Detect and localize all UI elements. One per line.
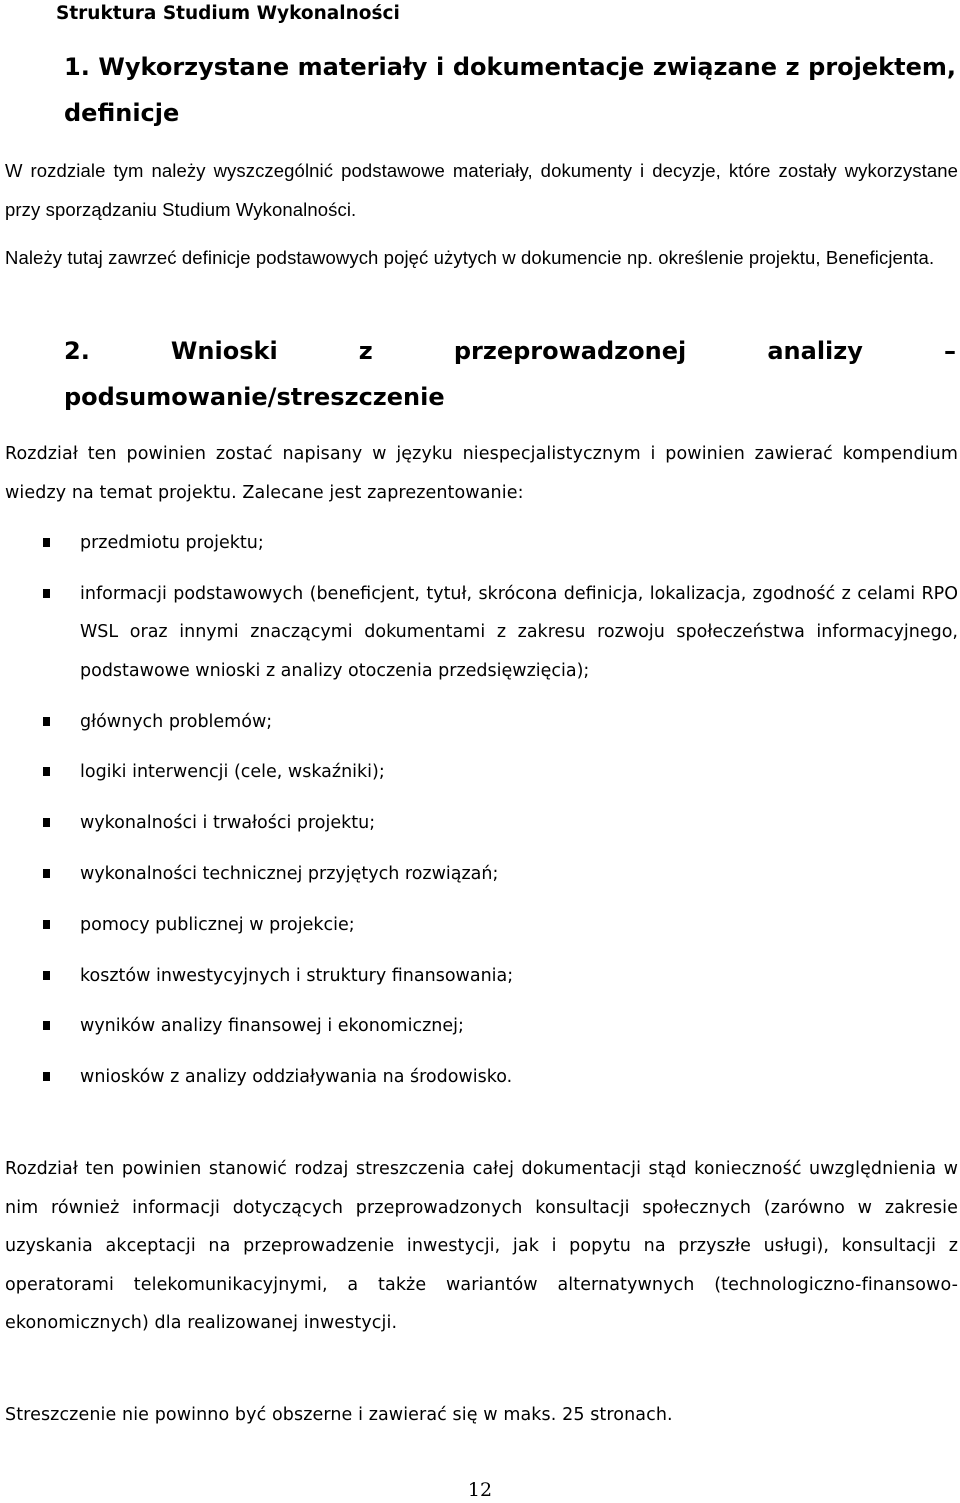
square-bullet-icon bbox=[43, 920, 50, 929]
page-number: 12 bbox=[467, 1479, 493, 1501]
list-item-text: przedmiotu projektu; bbox=[80, 533, 264, 553]
section-1-heading: 1. Wykorzystane materiały i dokumentacje związane z projektem, definicje bbox=[64, 53, 956, 127]
square-bullet-icon bbox=[43, 1021, 50, 1030]
list-item-text: logiki interwencji (cele, wskaźniki); bbox=[80, 762, 385, 783]
list-item-text: kosztów inwestycyjnych i struktury finansowania; bbox=[80, 965, 514, 986]
list-item-text: wykonalności technicznej przyjętych rozwiązań; bbox=[80, 863, 499, 884]
section-2-intro: Rozdział ten powinien zostać napisany w języku niespecjalistycznym i powinien zawierać kompendium wiedzy na temat projektu. Zalecane jest zaprezentowanie: bbox=[5, 444, 958, 503]
list-item bbox=[0, 575, 958, 691]
page-title: Struktura Studium Wykonalności bbox=[56, 3, 400, 24]
list-item-text: wyników analizy finansowej i ekonomicznej; bbox=[80, 1016, 464, 1037]
section-1-paragraph-2: Należy tutaj zawrzeć definicje podstawowych pojęć użytych w dokumencie np. określenie projektu, Beneficjenta. bbox=[5, 247, 935, 268]
section-2-closing-paragraph: Rozdział ten powinien stanowić rodzaj streszczenia całej dokumentacji stąd konieczność uwzględnienia w nim również informacji dotyczących przeprowadzonych konsultacji społecznych (zarówno w zakresie uzyskania akceptacji na przeprowadzenie inwestycji, jak i popytu na przyszłe usługi), konsultacji z operatorami telekomunikacyjnymi, a także wariantów alternatywnych (technologiczno-finansowo-ekonomicznych) dla realizowanej inwestycji. bbox=[5, 1159, 958, 1333]
square-bullet-icon bbox=[43, 869, 50, 878]
square-bullet-icon bbox=[43, 589, 50, 598]
list-item-text: głównych problemów; bbox=[80, 711, 273, 732]
list-item-text: informacji podstawowych (beneficjent, tytuł, skrócona definicja, lokalizacja, zgodność z celami RPO WSL oraz innymi znaczącymi dokumentami z zakresu rozwoju społeczeństwa informacyjnego, podstawowe wnioski z analizy otoczenia przedsięwzięcia); bbox=[80, 583, 958, 681]
list-item-text: wniosków z analizy oddziaływania na środowisko. bbox=[80, 1067, 513, 1088]
square-bullet-icon bbox=[43, 818, 50, 827]
list-item bbox=[0, 1007, 958, 1046]
list-item bbox=[0, 957, 958, 996]
list-item-text: wykonalności i trwałości projektu; bbox=[80, 813, 376, 834]
list-item bbox=[0, 703, 958, 742]
list-item bbox=[0, 906, 958, 945]
list-item bbox=[0, 804, 958, 843]
bullet-list bbox=[0, 524, 960, 1109]
section-2-heading: 2. Wnioski z przeprowadzonej analizy – podsumowanie/streszczenie bbox=[64, 337, 956, 411]
list-item-text: pomocy publicznej w projekcie; bbox=[80, 914, 355, 935]
square-bullet-icon bbox=[43, 717, 50, 726]
square-bullet-icon bbox=[43, 971, 50, 980]
square-bullet-icon bbox=[43, 1072, 50, 1081]
list-item bbox=[0, 855, 958, 894]
square-bullet-icon bbox=[43, 767, 50, 776]
list-item bbox=[0, 524, 958, 563]
list-item bbox=[0, 753, 958, 792]
square-bullet-icon bbox=[43, 538, 50, 547]
section-2-summary-note: Streszczenie nie powinno być obszerne i zawierać się w maks. 25 stronach. bbox=[5, 1405, 673, 1425]
section-1-paragraph-1: W rozdziale tym należy wyszczególnić podstawowe materiały, dokumenty i decyzje, które zostały wykorzystane przy sporządzaniu Studium Wykonalności. bbox=[5, 160, 958, 220]
list-item bbox=[0, 1058, 958, 1097]
